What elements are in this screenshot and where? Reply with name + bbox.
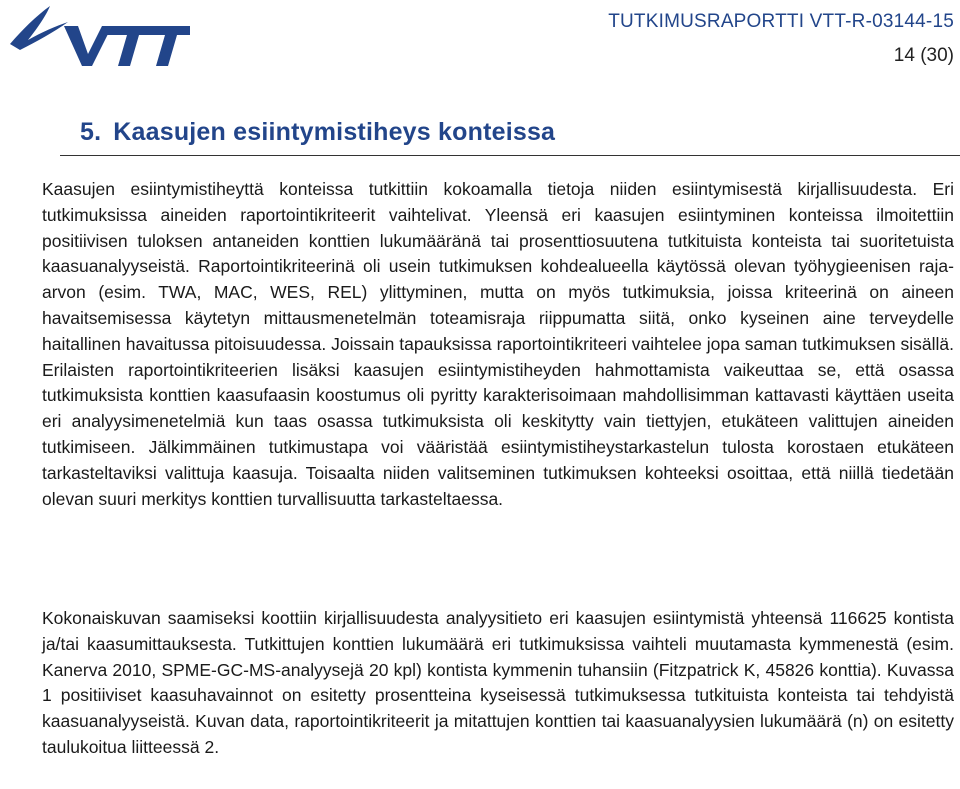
section-title-text: Kaasujen esiintymistiheys konteissa (113, 118, 556, 146)
page-number: 14 (30) (893, 45, 954, 66)
paragraph-intro: Kaasujen esiintymistiheyttä konteissa tutkittiin kokoamalla tietoja niiden esiintymisestä kirjallisuudesta. Eri tutkimuksissa aineiden raportointikriteerit vaihtelivat. Yleensä eri kaasujen esiintyminen konteissa ilmoitettiin positiivisen tuloksen antaneiden konttien lukumääränä tai prosenttiosuutena tutkituista konteista tai suoritetuista kaasuanalyyseistä. Raportointikriteerinä oli usein tutkimuksen kohdealueella käytössä olevan työhygieenisen raja-arvon (esim. TWA, MAC, WES, REL) ylittyminen, mutta on myös tutkimuksia, joissa kriteerinä on aineen havaitsemisessa käytetyn mittausmenetelmän toteamisraja riippumatta siitä, onko kyseinen aine terveydelle haitallinen havaitussa pitoisuudessa. Joissain tapauksissa raportointikriteeri vaihtelee jopa saman tutkimuksen sisällä. Erilaisten raportointikriteerien lisäksi kaasujen esiintymistiheyden hahmottamista vaikeuttaa se, että osassa tutkimuksista konttien kaasufaasin koostumus oli pyritty karakterisoimaan mahdollisimman kattavasti käyttäen useita eri analyysimenetelmiä kun taas osassa tutkimuksista oli keskitytty vain tiettyjen, etukäteen valittujen aineiden tutkimiseen. Jälkimmäinen tutkimustapa voi vääristää esiintymistiheystarkastelun tulosta korostaen etukäteen tarkasteltaviksi valittuja kaasuja. Toisaalta niiden valitseminen tutkimuksen kohteeksi osoittaa, että niillä tiedetään olevan suuri merkitys konttien turvallisuutta tarkasteltaessa. (42, 179, 954, 509)
report-id: TUTKIMUSRAPORTTI VTT-R-03144-15 (608, 11, 954, 32)
section-number: 5. (80, 118, 102, 146)
title-rule (60, 155, 960, 156)
section-title (80, 118, 555, 147)
paragraph-overview: Kokonaiskuvan saamiseksi koottiin kirjallisuudesta analyysitieto eri kaasujen esiintymistä yhteensä 116625 kontista ja/tai kaasumittauksesta. Tutkittujen konttien lukumäärä eri tutkimuksissa vaihteli muutamasta kymmenestä (esim. Kanerva 2010, SPME-GC-MS-analyysejä 20 kpl) kontista kymmenin tuhansiin (Fitzpatrick K, 45826 konttia). Kuvassa 1 positiiviset kaasuhavainnot on esitetty prosentteina kyseisessä tutkimuksessa tutkituista konteista tai tehdyistä kaasuanalyyseistä. Kuvan data, raportointikriteerit ja mitattujen konttien tai kaasuanalyysien lukumäärä (n) on esitetty taulukoitua liitteessä 2. (42, 608, 954, 757)
vtt-logo (6, 2, 190, 68)
report-header (608, 10, 954, 68)
vtt-logo-mark (6, 2, 190, 68)
